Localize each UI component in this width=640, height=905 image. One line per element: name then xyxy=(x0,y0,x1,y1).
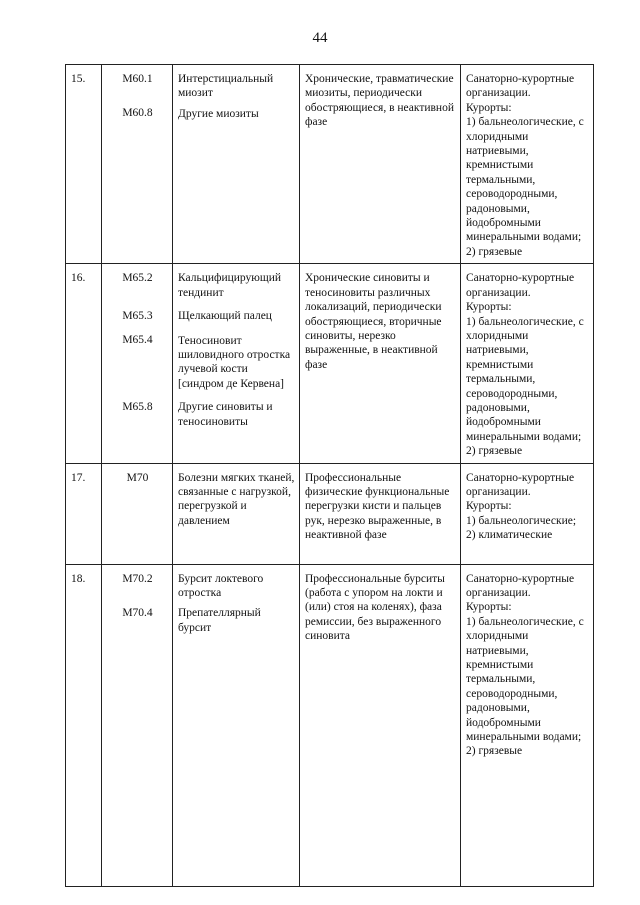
diagnosis-cell xyxy=(173,65,300,264)
table-row xyxy=(66,564,594,886)
icd-code: M65.3 xyxy=(122,309,153,322)
conditions-cell: Хронические, травматические миозиты, периодически обостряющиеся, в неактивной фазе xyxy=(300,65,461,264)
row-number: 15. xyxy=(66,65,102,264)
resort-line: Санаторно-курортные организации. xyxy=(466,272,575,299)
resort-line: Санаторно-курортные организации. xyxy=(466,572,575,599)
icd-codes-cell xyxy=(102,463,173,564)
resorts-cell xyxy=(461,65,594,264)
icd-codes-cell xyxy=(102,264,173,463)
resort-line: Курорты: xyxy=(466,500,512,513)
resort-indications-table xyxy=(65,64,594,887)
icd-code: M60.1 xyxy=(122,73,153,85)
table-row xyxy=(66,65,594,264)
icd-code: M70.4 xyxy=(122,606,153,619)
page-number: 44 xyxy=(312,30,328,46)
diagnosis-name: Интерстициальный миозит xyxy=(178,73,274,100)
resort-line: Курорты: xyxy=(466,301,512,314)
resorts-cell xyxy=(461,564,594,886)
resort-line: 1) бальнеологические, с хлоридными натриевыми, кремнистыми термальными, сероводородными, радоновыми, йодобромными минеральными водами; xyxy=(466,615,584,744)
icd-code: M65.4 xyxy=(122,334,153,347)
resort-line: Санаторно-курортные организации. xyxy=(466,73,575,100)
resort-line: Курорты: xyxy=(466,601,512,614)
conditions-cell: Хронические синовиты и теносиновиты различных локализаций, периодически обостряющиеся, вторичные синовиты, нерезко выраженные, в неактивной фазе xyxy=(300,264,461,463)
diagnosis-name: Щелкающий палец xyxy=(178,310,272,323)
icd-code: M70 xyxy=(126,471,149,484)
resort-line: 2) грязевые xyxy=(466,245,523,258)
diagnosis-cell xyxy=(173,463,300,564)
diagnosis-name: Другие синовиты и теносиновиты xyxy=(178,401,273,428)
resort-line: Курорты: xyxy=(466,101,512,114)
icd-code: M65.2 xyxy=(122,272,153,285)
icd-code: M60.8 xyxy=(122,107,153,120)
diagnosis-cell xyxy=(173,564,300,886)
resort-line: 1) бальнеологические; xyxy=(466,514,577,527)
conditions-cell: Профессиональные бурситы (работа с упором на локти и (или) стоя на коленях), фаза ремиссии, без выраженного синовита xyxy=(300,564,461,886)
icd-codes-cell xyxy=(102,564,173,886)
diagnosis-name: Болезни мягких тканей, связанные с нагрузкой, перегрузкой и давлением xyxy=(178,471,295,527)
resort-line: 2) грязевые xyxy=(466,445,523,458)
resorts-cell xyxy=(461,463,594,564)
diagnosis-name: Другие миозиты xyxy=(178,107,259,120)
icd-codes-cell xyxy=(102,65,173,264)
table-row xyxy=(66,264,594,463)
diagnosis-name: Теносиновит шиловидного отростка лучевой кости [синдром де Кервена] xyxy=(178,334,291,390)
conditions-cell: Профессиональные физические функциональные перегрузки кисти и пальцев рук, нерезко выраженные, в неактивной фазе xyxy=(300,463,461,564)
resort-line: 1) бальнеологические, с хлоридными натриевыми, кремнистыми термальными, сероводородными, радоновыми, йодобромными минеральными водами; xyxy=(466,315,584,443)
diagnosis-name: Бурсит локтевого отростка xyxy=(178,572,264,599)
row-number: 18. xyxy=(66,564,102,886)
diagnosis-name: Препателлярный бурсит xyxy=(178,607,261,634)
icd-code: M70.2 xyxy=(122,572,153,585)
diagnosis-cell xyxy=(173,264,300,463)
resort-line: 2) грязевые xyxy=(466,745,523,758)
table-row xyxy=(66,463,594,564)
row-number: 16. xyxy=(66,264,102,463)
diagnosis-name: Кальцифицирующий тендинит xyxy=(178,272,282,299)
resorts-cell xyxy=(461,264,594,463)
icd-code: M65.8 xyxy=(122,400,153,413)
resort-line: Санаторно-курортные организации. xyxy=(466,471,575,498)
resort-line: 2) климатические xyxy=(466,529,553,542)
row-number: 17. xyxy=(66,463,102,564)
resort-line: 1) бальнеологические, с хлоридными натриевыми, кремнистыми термальными, сероводородными, радоновыми, йодобромными минеральными водами; xyxy=(466,116,584,244)
